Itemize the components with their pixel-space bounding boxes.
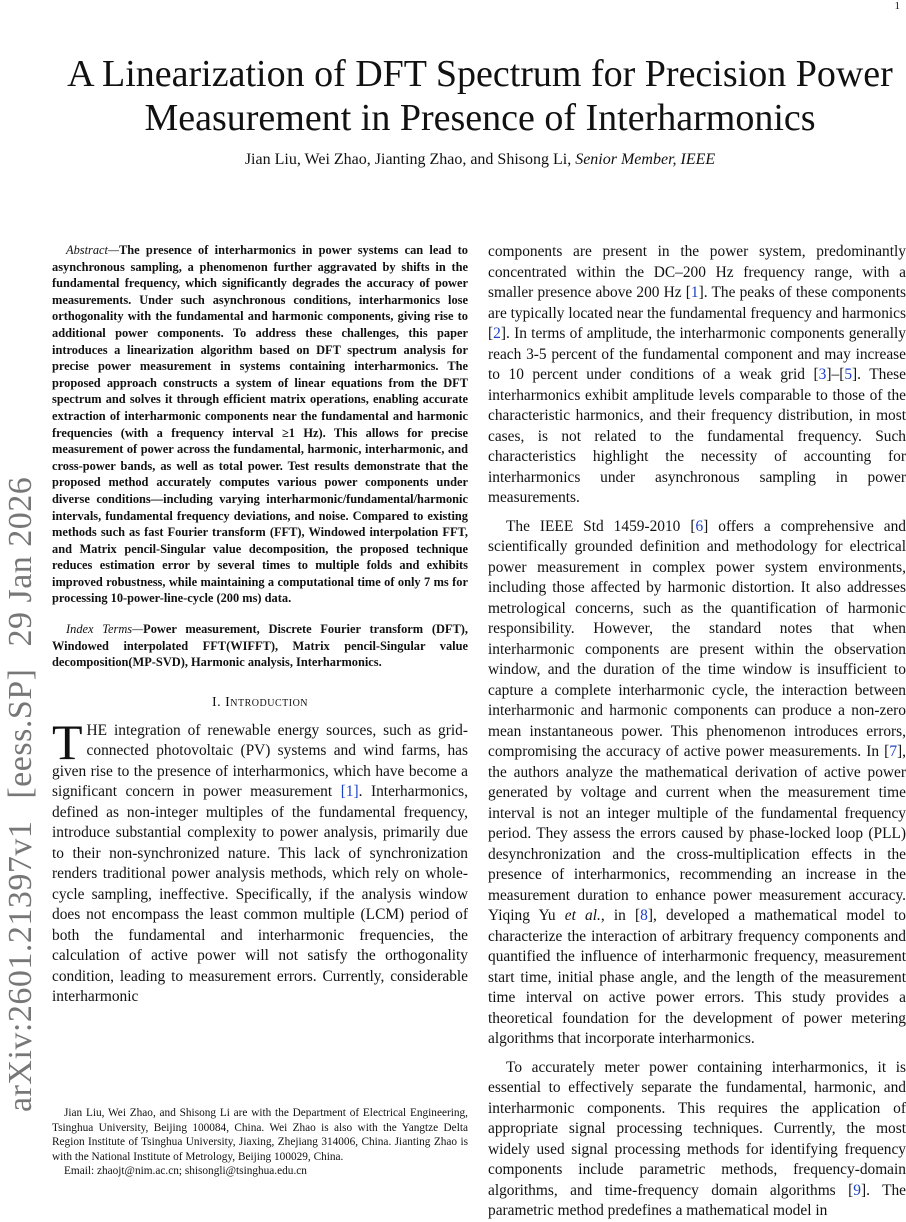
text-run: ] offers a comprehensive and scientifically grounded definition and methodology for electrical power measurement in complex power system environments, including those affected by harmonic distortion. It also addresses metrological concerns, such as the quantification of harmonic responsibility. However, the standard notes that when interharmonic components are present within the observation window, and the duration of the time window is insufficient to capture a complete interharmonic cycle, the interaction between interharmonic and harmonic components can produce a non-zero mean instantaneous power. This phenomenon introduces errors, compromising the accuracy of active power measurements. In [: [488, 517, 906, 760]
index-terms-text: Power measurement, Discrete Fourier transform (DFT), Windowed interpolated FFT(WIFFT), Matrix pencil-Singular value decomposition(MP-SVD), Harmonic analysis, Interharmonics.: [52, 622, 468, 670]
footnote: [52, 1106, 468, 1179]
text-run: , in [: [600, 907, 641, 924]
text-run: ], the authors analyze the mathematical derivation of active power generated by voltage and current when the measurement time interval is not an integer multiple of the fundamental frequency period. They assess the errors caused by phase-locked loop (PLL) desynchronization and the cross-multiplication effects in the presence of interharmonics, recommending an increase in the measurement duration to enhance power measurement accuracy. Yiqing Yu: [488, 743, 906, 924]
author-line: [40, 151, 906, 169]
intro-paragraph: [52, 713, 469, 1008]
text-run: To accurately meter power containing interharmonics, it is essential to effectively separate the fundamental, harmonic, and interharmonic components. This requires the application of appropriate signal processing techniques. Currently, the most widely used signal processing methods for identifying frequency components include parametric methods, frequency-domain algorithms, and time-frequency domain algorithms [: [488, 1058, 906, 1199]
et-al: et al.: [564, 907, 601, 924]
dropcap: T: [52, 713, 83, 770]
citation-link[interactable]: 7: [889, 743, 898, 760]
citation-link[interactable]: 1: [690, 284, 699, 301]
citation-link[interactable]: 8: [640, 907, 648, 924]
text-run: ]. These interharmonics exhibit amplitude levels comparable to those of the characteristic harmonics, and their frequency distribution, in most cases, is not related to the fundamental frequency. Such characteristics highlight the necessity of accounting for interharmonics under asynchronous sampling in power measurements.: [488, 366, 906, 506]
text-run: ]. The peaks of these components are typically located near the fundamental frequency and harmonics [: [488, 284, 906, 342]
text-run: components are present in the power system, predominantly concentrated within the DC–200 Hz frequency range, with a smaller presence above 200 Hz [: [488, 243, 906, 301]
arxiv-category: [eess.SP]: [2, 668, 39, 799]
section-title: Introduction: [225, 694, 309, 710]
footnote-affiliation: Jian Liu, Wei Zhao, and Shisong Li are with the Department of Electrical Engineering, Tsinghua University, Beijing 100084, China. Wei Zhao is also with the Yangtze Delta Region Institute of Tsinghua University, Jiaxing, Zhejiang 314006, China. Jianting Zhao is with the National Institute of Metrology, Beijing 100029, China.: [52, 1107, 468, 1163]
right-paragraph-1: [488, 242, 906, 509]
arxiv-stamp[interactable]: [2, 212, 40, 1112]
author-names: Jian Liu, Wei Zhao, Jianting Zhao, and Shisong Li,: [244, 151, 572, 168]
abstract-label: Abstract: [66, 243, 108, 257]
section-number: I.: [211, 694, 222, 710]
first-word: HE: [86, 721, 108, 739]
citation-link[interactable]: 6: [695, 517, 704, 535]
intro-text-b: . Interharmonics, defined as non-integer multiples of the fundamental frequency, introduce substantial complexity to power analysis, primarily due to their non-synchronized nature. This lack of synchronization renders traditional power analysis methods, which rely on whole-cycle sampling, ineffective. Specifically, if the analysis window does not encompass the least common multiple (LCM) period of both the fundamental and interharmonic frequencies, the calculation of active power will not satisfy the orthogonality condition, leading to measurement errors. Currently, considerable interharmonic: [52, 783, 469, 1006]
page-number: 1: [894, 0, 900, 12]
citation-link[interactable]: 3: [818, 366, 827, 383]
text-run: ]. The parametric method predefines a mathematical model in: [488, 1181, 906, 1219]
citation-link[interactable]: [1]: [340, 783, 359, 801]
right-paragraph-3: [488, 1058, 906, 1222]
index-terms-label: Index Terms: [66, 622, 133, 637]
right-column: [488, 242, 906, 1222]
paper-title: A Linearization of DFT Spectrum for Precision Power Measurement in Presence of Interharmonics: [67, 53, 893, 139]
author-membership: Senior Member, IEEE: [575, 151, 716, 168]
text-run: ]–[: [826, 366, 845, 383]
citation-link[interactable]: 9: [853, 1181, 861, 1199]
text-run: The IEEE Std 1459-2010 [: [506, 517, 696, 535]
arxiv-date: 29 Jan 2026: [2, 476, 39, 647]
text-run: ]. In terms of amplitude, the interharmonic components generally reach 3-5 percent of the fundamental component and may increase to 10 percent under conditions of a weak grid [: [488, 325, 906, 383]
citation-link[interactable]: 2: [493, 325, 501, 342]
right-paragraph-2: [488, 517, 906, 1050]
intro-text-a: integration of renewable energy sources, such as grid-connected photovoltaic (PV) systems and wind farms, has given rise to the presence of interharmonics, which have become a significant concern in power measurement: [52, 721, 468, 801]
abstract-text: The presence of interharmonics in power systems can lead to asynchronous sampling, a phenomenon further aggravated by shifts in the fundamental frequency, which significantly degrades the accuracy of power measurements. Under such asynchronous conditions, interharmonics lose orthogonality with the fundamental and harmonic components, giving rise to additional power components. To address these challenges, this paper introduces a linearization algorithm based on DFT spectrum analysis for precise power measurement in systems containing interharmonics. The proposed approach constructs a system of linear equations from the DFT spectrum and solves it through efficient matrix operations, enabling accurate extraction of interharmonic components near the fundamental and harmonic frequencies (with a frequency interval ≥1 Hz). This allows for precise measurement of power across the fundamental, harmonic, interharmonic, and cross-power bands, as well as total power. Test results demonstrate that the proposed method accurately computes various power components under diverse conditions—including varying interharmonic/fundamental/harmonic intervals, fundamental frequency deviations, and noise. Compared to existing methods such as fast Fourier transform (FFT), Windowed interpolation FFT, and Matrix pencil-Singular value decomposition, the proposed technique reduces estimation error by several times to multiple folds and exhibits improved robustness, while maintaining a computational time of only 7 ms for processing 10-power-line-cycle (200 ms) data.: [52, 243, 468, 606]
footnote-email[interactable]: Email: zhaojt@nim.ac.cn; shisongli@tsinghua.edu.cn: [64, 1165, 307, 1178]
citation-link[interactable]: 5: [844, 366, 853, 383]
index-terms: Index Terms—Power measurement, Discrete Fourier transform (DFT), Windowed interpolated FFT(WIFFT), Matrix pencil-Singular value decomposition(MP-SVD), Harmonic analysis, Interharmonics.: [52, 622, 468, 670]
section-heading: [52, 695, 468, 711]
left-column: [52, 242, 468, 1008]
arxiv-id[interactable]: arXiv:2601.21397v1: [2, 820, 39, 1112]
text-run: ], developed a mathematical model to characterize the interaction of arbitrary frequency components and quantified the influence of interharmonic frequency, measurement start time, initial phase angle, and the length of the measurement time interval on active power errors. This study provides a theoretical foundation for the development of power metering algorithms that incorporate interharmonics.: [488, 907, 906, 1047]
abstract: Abstract—The presence of interharmonics in power systems can lead to asynchronous sampling, a phenomenon further aggravated by shifts in the fundamental frequency, which significantly degrades the accuracy of power measurements. Under such asynchronous conditions, interharmonics lose orthogonality with the fundamental and harmonic components, giving rise to additional power components. To address these challenges, this paper introduces a linearization algorithm based on DFT spectrum analysis for precise power measurement in systems containing interharmonics. The proposed approach constructs a system of linear equations from the DFT spectrum and solves it through efficient matrix operations, enabling accurate extraction of interharmonic components near the fundamental and harmonic frequencies (with a frequency interval ≥1 Hz). This allows for precise measurement of power across the fundamental, harmonic, interharmonic, and cross-power bands, as well as total power. Test results demonstrate that the proposed method accurately computes various power components under diverse conditions—including varying interharmonic/fundamental/harmonic intervals, fundamental frequency deviations, and noise. Compared to existing methods such as fast Fourier transform (FFT), Windowed interpolation FFT, and Matrix pencil-Singular value decomposition, the proposed technique reduces estimation error by several times to multiple folds and exhibits improved robustness, while maintaining a computational time of only 7 ms for processing 10-power-line-cycle (200 ms) data.: [52, 243, 468, 606]
